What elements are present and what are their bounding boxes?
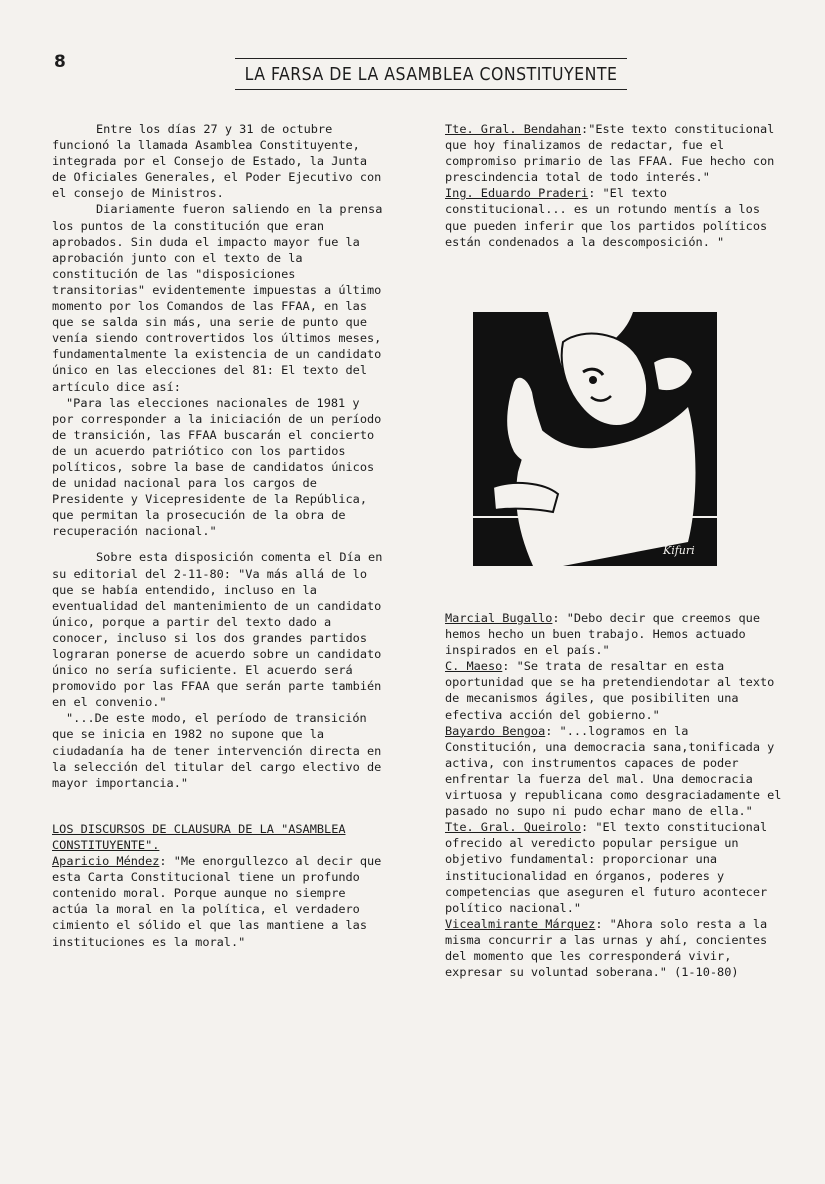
speaker-quote: : "Debo decir que creemos que hemos hecho un buen trabajo. Hemos actuado inspirados en el país.": [445, 611, 760, 658]
speaker-name: Marcial Bugallo: [445, 611, 553, 625]
speaker-name: Tte. Gral. Bendahan: [445, 122, 582, 136]
speaker-name: Bayardo Bengoa: [445, 723, 546, 738]
speaker-quote: : "Se trata de resaltar en esta oportunidad que se ha pretendiendotar al texto de mecanismos ágiles, que posibiliten una efectiva acción del gobierno.": [445, 659, 775, 722]
marquez-statement: [445, 916, 785, 980]
editorial-paragraph: Sobre esta disposición comenta el Día en su editorial del 2-11-80: "Va más allá de lo que se había entendido, incluso en la eventualidad del mantenimiento de un candidato único, porque a partir del texto dado a conocer, incluso si los dos grandes partidos lograran ponerse de acuerdo sobre un candidato único no sería suficiente. El acuerdo será promovido por las FFAA que serán parte también en el convenio.": [52, 550, 383, 710]
speaker-name: Tte. Gral. Queirolo: [445, 820, 582, 835]
second-paragraph: Diariamente fueron saliendo en la prensa los puntos de la constitución que eran aprobados. Sin duda el impacto mayor fue la aprobación junto con el texto de la constitución de las "disposiciones transitorias" evidentemente impuestas a último momento por los Comandos de las FFAA, en las que se salda sin más, una serie de punto que venía siendo controvertidos los últimos meses, fundamentalmente la existencia de un candidato único en las elecciones del 81: El texto del artículo dice así:: [52, 202, 383, 394]
praderi-statement: [445, 185, 785, 249]
queirolo-statement: [445, 819, 785, 916]
right-column-bottom: [445, 610, 785, 980]
closing-speeches-heading: LOS DISCURSOS DE CLAUSURA DE LA "ASAMBLEA CONSTITUYENTE".: [52, 821, 346, 852]
left-column: [52, 121, 386, 950]
speaker-quote: : "Me enorgullezco al decir que esta Carta Constitucional tiene un profundo contenido moral. Porque aunque no siempre actúa la moral en la política, el verdadero cimiento el sólido el que las mantiene a las instituciones es la moral.": [52, 854, 382, 949]
caricature-illustration: [473, 312, 717, 566]
editorial-quote: "...De este modo, el período de transición que se inicia en 1982 no supone que la ciudadanía ha de tener intervención directa en la selección del titular del cargo electivo de mayor importancia.": [52, 711, 382, 790]
speaker-quote: : "El texto constitucional... es un rotundo mentís a los que pueden inferir que los partidos políticos están condenados a la descomposición. ": [445, 186, 768, 249]
cartoon-signature: Kifuri: [663, 544, 695, 557]
maeso-statement: [445, 658, 785, 722]
page-title: LA FARSA DE LA ASAMBLEA CONSTITUYENTE: [244, 65, 618, 85]
bengoa-statement: [445, 723, 785, 820]
page-title-box: [235, 58, 627, 90]
speaker-name: Ing. Eduardo Praderi: [445, 186, 589, 201]
speaker-name: C. Maeso: [445, 659, 503, 674]
speaker-quote: : "Ahora solo resta a la misma concurrir a las urnas y ahí, concientes del momento que les corresponderá vivir, expresar su voluntad soberana." (1-10-80): [445, 916, 768, 980]
speaker-name: Aparicio Méndez: [52, 854, 160, 869]
article-quote: "Para las elecciones nacionales de 1981 y por corresponder a la iniciación de un período de transición, las FFAA buscarán el concierto de un acuerdo patriótico con los partidos políticos, sobre la base de candidatos únicos de unidad nacional para los cargos de Presidente y Vicepresidente de la República, que permitan la prosecución de la obra de recuperación nacional.": [52, 395, 382, 539]
mendez-statement: [52, 853, 386, 950]
bugallo-statement: [445, 610, 785, 658]
intro-paragraph: Entre los días 27 y 31 de octubre funcionó la llamada Asamblea Constituyente, integrada por el Consejo de Estado, la Junta de Oficiales Generales, el Poder Ejecutivo con el consejo de Ministros.: [52, 122, 382, 201]
speaker-quote: : "El texto constitucional ofrecido al veredicto popular persigue un objetivo fundamental: proporcionar una institucionalidad en órganos, poderes y competencias que aseguren el futuro acontecer político nacional.": [445, 820, 768, 915]
speaker-quote: : "...logramos en la Constitución, una democracia sana,tonificada y activa, con instrumentos capaces de poder enfrentar la fuerza del mal. Una democracia virtuosa y republicana como desgraciadamente el pasado no supo ni pudo echar mano de ella.": [445, 723, 782, 819]
speaker-quote: :"Este texto constitucional que hoy finalizamos de redactar, fue el compromiso primario de las FFAA. Fue hecho con prescindencia total de todo interés.": [445, 122, 775, 185]
right-column-top: [445, 121, 785, 250]
page-number: 8: [54, 52, 66, 72]
speaker-name: Vicealmirante Márquez: [445, 916, 596, 931]
bendahan-statement: [445, 121, 785, 185]
